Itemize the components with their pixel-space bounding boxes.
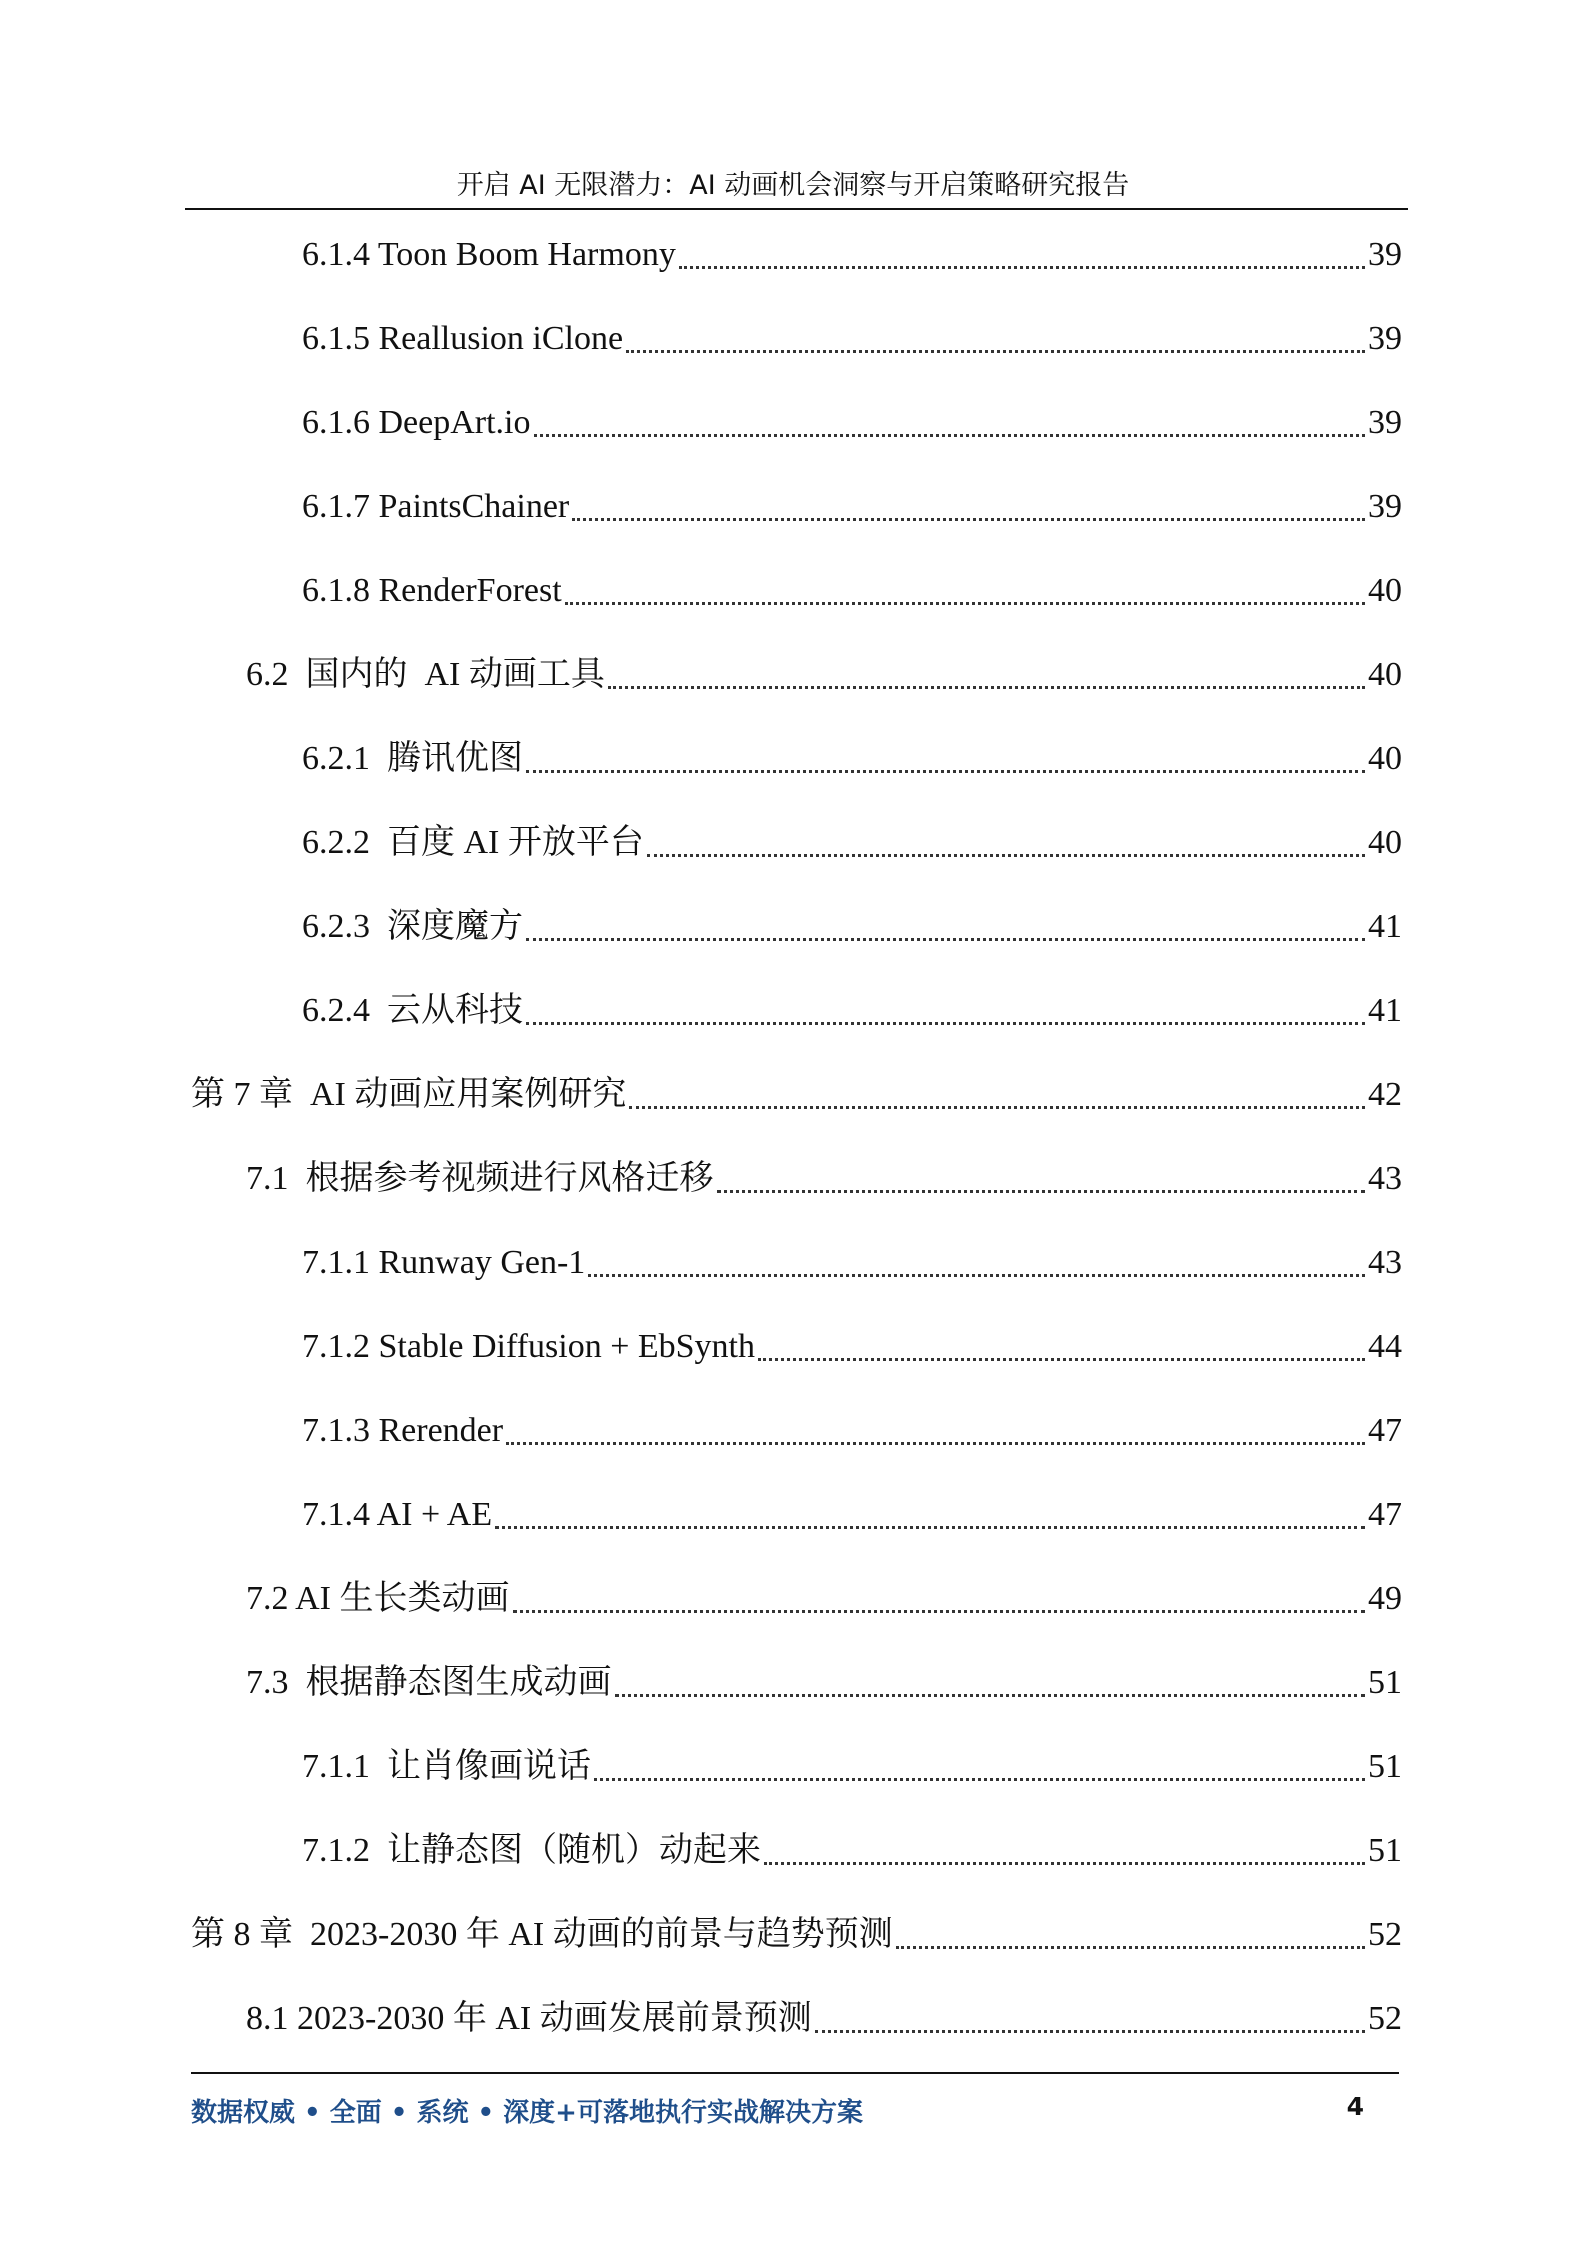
toc-dot-leader	[495, 1526, 1365, 1529]
toc-entry[interactable]	[246, 1152, 1402, 1206]
toc-entry[interactable]	[302, 396, 1402, 450]
toc-entry-page-number: 41	[1368, 908, 1402, 945]
toc-entry[interactable]	[302, 312, 1402, 366]
toc-entry-page-number: 51	[1368, 1664, 1402, 1701]
toc-entry-label: 6.2.3 深度魔方	[302, 908, 523, 945]
toc-entry[interactable]	[302, 1320, 1402, 1374]
toc-dot-leader	[764, 1862, 1365, 1865]
toc-entry[interactable]	[302, 480, 1402, 534]
toc-entry-page-number: 47	[1368, 1496, 1402, 1533]
toc-entry-page-number: 40	[1368, 740, 1402, 777]
toc-entry-label: 6.2.2 百度 AI 开放平台	[302, 824, 644, 861]
toc-entry[interactable]	[302, 900, 1402, 954]
toc-entry-label: 7.2 AI 生长类动画	[246, 1580, 510, 1617]
toc-dot-leader	[815, 2030, 1365, 2033]
running-header-title: 开启 AI 无限潜力：AI 动画机会洞察与开启策略研究报告	[456, 170, 1130, 201]
toc-dot-leader	[526, 770, 1365, 773]
toc-entry[interactable]	[302, 732, 1402, 786]
toc-entry-label: 6.2 国内的 AI 动画工具	[246, 656, 605, 693]
footer-page-number: 4	[1346, 2092, 1364, 2121]
toc-entry[interactable]	[246, 1656, 1402, 1710]
toc-entry-label: 6.1.5 Reallusion iClone	[302, 320, 624, 357]
toc-entry[interactable]	[302, 1236, 1402, 1290]
toc-dot-leader	[506, 1442, 1365, 1445]
toc-entry[interactable]	[246, 1992, 1402, 2046]
toc-entry-page-number: 44	[1368, 1328, 1402, 1365]
toc-entry-label: 6.2.4 云从科技	[302, 992, 523, 1029]
toc-dot-leader	[896, 1946, 1365, 1949]
toc-entry-page-number: 43	[1368, 1160, 1402, 1197]
header-rule	[185, 208, 1408, 210]
toc-entry-label: 6.1.8 RenderForest	[302, 572, 562, 609]
toc-dot-leader	[513, 1610, 1366, 1613]
toc-entry-page-number: 39	[1368, 236, 1402, 273]
toc-entry[interactable]	[302, 1404, 1402, 1458]
toc-dot-leader	[758, 1358, 1365, 1361]
toc-entry[interactable]	[302, 984, 1402, 1038]
footer-slogan: 数据权威 • 全面 • 系统 • 深度+可落地执行实战解决方案	[191, 2098, 863, 2128]
toc-entry-page-number: 39	[1368, 404, 1402, 441]
toc-entry-page-number: 40	[1368, 572, 1402, 609]
toc-entry-label: 7.1.1 让肖像画说话	[302, 1748, 591, 1785]
toc-entry-label: 7.1.2 Stable Diffusion + EbSynth	[302, 1328, 755, 1365]
toc-entry-page-number: 51	[1368, 1748, 1402, 1785]
toc-entry-label: 7.1.1 Runway Gen-1	[302, 1244, 586, 1281]
toc-dot-leader	[615, 1694, 1366, 1697]
toc-dot-leader	[534, 434, 1365, 437]
toc-entry-label: 6.1.6 DeepArt.io	[302, 404, 531, 441]
toc-entry-page-number: 49	[1368, 1580, 1402, 1617]
toc-entry-label: 第 8 章 2023-2030 年 AI 动画的前景与趋势预测	[191, 1916, 893, 1953]
toc-dot-leader	[647, 854, 1365, 857]
toc-entry-page-number: 39	[1368, 320, 1402, 357]
toc-entry[interactable]	[246, 648, 1402, 702]
toc-entry-page-number: 52	[1368, 2000, 1402, 2037]
toc-entry[interactable]	[302, 1488, 1402, 1542]
toc-dot-leader	[526, 1022, 1365, 1025]
toc-dot-leader	[717, 1190, 1366, 1193]
toc-dot-leader	[608, 686, 1365, 689]
toc-entry-page-number: 47	[1368, 1412, 1402, 1449]
toc-entry[interactable]	[302, 228, 1402, 282]
toc-entry-page-number: 43	[1368, 1244, 1402, 1281]
toc-entry-page-number: 52	[1368, 1916, 1402, 1953]
toc-dot-leader	[526, 938, 1365, 941]
toc-entry-label: 7.1.2 让静态图（随机）动起来	[302, 1832, 761, 1869]
toc-entry-label: 第 7 章 AI 动画应用案例研究	[191, 1076, 627, 1113]
toc-entry-label: 8.1 2023-2030 年 AI 动画发展前景预测	[246, 2000, 812, 2037]
toc-entry-label: 6.1.4 Toon Boom Harmony	[302, 236, 676, 273]
toc-dot-leader	[679, 266, 1365, 269]
toc-dot-leader	[565, 602, 1365, 605]
toc-entry[interactable]	[191, 1068, 1402, 1122]
footer-rule	[191, 2072, 1399, 2074]
toc-entry-page-number: 51	[1368, 1832, 1402, 1869]
toc-entry-page-number: 40	[1368, 656, 1402, 693]
toc-dot-leader	[629, 1106, 1365, 1109]
toc-entry[interactable]	[302, 1740, 1402, 1794]
toc-entry[interactable]	[246, 1572, 1402, 1626]
toc-entry-page-number: 39	[1368, 488, 1402, 525]
toc-entry-label: 7.1 根据参考视频进行风格迁移	[246, 1160, 714, 1197]
toc-entry-label: 6.1.7 PaintsChainer	[302, 488, 570, 525]
toc-dot-leader	[594, 1778, 1365, 1781]
toc-entry-page-number: 42	[1368, 1076, 1402, 1113]
toc-entry-label: 7.1.4 AI + AE	[302, 1496, 493, 1533]
toc-entry[interactable]	[302, 816, 1402, 870]
toc-entry-label: 7.1.3 Rerender	[302, 1412, 504, 1449]
toc-entry-label: 6.2.1 腾讯优图	[302, 740, 523, 777]
toc-dot-leader	[626, 350, 1365, 353]
toc-entry[interactable]	[302, 564, 1402, 618]
toc-dot-leader	[572, 518, 1365, 521]
toc-entry-label: 7.3 根据静态图生成动画	[246, 1664, 612, 1701]
toc-entry-page-number: 41	[1368, 992, 1402, 1029]
toc-entry[interactable]	[191, 1908, 1402, 1962]
toc-entry-page-number: 40	[1368, 824, 1402, 861]
toc-entry[interactable]	[302, 1824, 1402, 1878]
toc-dot-leader	[588, 1274, 1365, 1277]
